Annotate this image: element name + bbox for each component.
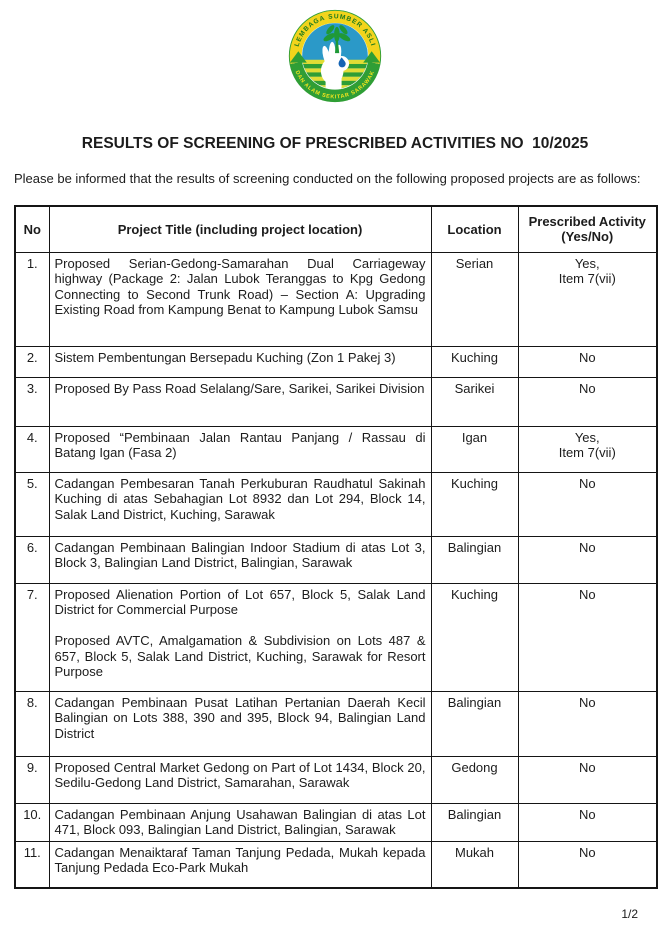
- results-table: [14, 205, 658, 889]
- row-number-cell: 6.: [15, 536, 49, 583]
- table-row: [15, 252, 657, 346]
- prescribed-activity-cell: No: [518, 583, 657, 691]
- project-title-cell: Cadangan Menaiktaraf Taman Tanjung Pedada, Mukah kepada Tanjung Pedada Eco-Park Mukah: [49, 841, 431, 888]
- location-cell: Balingian: [431, 536, 518, 583]
- prescribed-activity-cell: No: [518, 377, 657, 426]
- prescribed-activity-cell: No: [518, 803, 657, 841]
- location-cell: Kuching: [431, 346, 518, 377]
- table-header-row: [15, 206, 657, 252]
- row-number-cell: 4.: [15, 426, 49, 472]
- prescribed-activity-cell: Yes, Item 7(vii): [518, 426, 657, 472]
- table-row: [15, 346, 657, 377]
- row-number-cell: 5.: [15, 472, 49, 536]
- table-row: [15, 691, 657, 756]
- prescribed-activity-cell: No: [518, 472, 657, 536]
- project-title-cell: Cadangan Pembinaan Balingian Indoor Stadium di atas Lot 3, Block 3, Balingian Land District, Balingian, Sarawak: [49, 536, 431, 583]
- row-number-cell: 2.: [15, 346, 49, 377]
- prescribed-activity-cell: No: [518, 346, 657, 377]
- lembaga-sumber-asli-logo-icon: [287, 9, 383, 103]
- table-row: [15, 583, 657, 691]
- location-cell: Kuching: [431, 472, 518, 536]
- col-header-prescribed-line2: (Yes/No): [561, 229, 614, 245]
- page-title: RESULTS OF SCREENING OF PRESCRIBED ACTIVITIES NO 10/2025: [81, 135, 589, 152]
- row-number-cell: 7.: [15, 583, 49, 691]
- project-title-cell: Cadangan Pembesaran Tanah Perkuburan Raudhatul Sakinah Kuching di atas Sebahagian Lot 8932 dan Lot 294, Block 14, Salak Land District, Kuching, Sarawak: [49, 472, 431, 536]
- row-number-cell: 11.: [15, 841, 49, 888]
- project-title-cell: Cadangan Pembinaan Pusat Latihan Pertanian Daerah Kecil Balingian on Lots 388, 390 and 395, Block 94, Balingian Land District: [49, 691, 431, 756]
- project-title-cell: Proposed Alienation Portion of Lot 657, Block 5, Salak Land District for Commercial Purpose Proposed AVTC, Amalgamation & Subdivision on Lots 487 & 657, Block 5, Salak Land District, Kuching, Sarawak for Resort Purpose: [49, 583, 431, 691]
- prescribed-activity-cell: No: [518, 536, 657, 583]
- project-title-cell: Proposed “Pembinaan Jalan Rantau Panjang / Rassau di Batang Igan (Fasa 2): [49, 426, 431, 472]
- location-cell: Serian: [431, 252, 518, 346]
- project-title-cell: Proposed Central Market Gedong on Part of Lot 1434, Block 20, Sedilu-Gedong Land District, Samarahan, Sarawak: [49, 756, 431, 803]
- location-cell: Balingian: [431, 691, 518, 756]
- row-number-cell: 9.: [15, 756, 49, 803]
- project-title-cell: Proposed Serian-Gedong-Samarahan Dual Carriageway highway (Package 2: Jalan Lubok Teranggas to Kpg Gedong Connecting to Second Trunk Road) – Section A: Upgrading Existing Road from Kampung Benat to Kampung Lubok Samsu: [49, 252, 431, 346]
- location-cell: Balingian: [431, 803, 518, 841]
- table-row: [15, 426, 657, 472]
- col-header-location: Location: [431, 206, 518, 252]
- col-header-no: No: [15, 206, 49, 252]
- location-cell: Igan: [431, 426, 518, 472]
- intro-paragraph: Please be informed that the results of screening conducted on the following proposed projects are as follows:: [14, 171, 641, 186]
- col-header-project-title: Project Title (including project location): [49, 206, 431, 252]
- prescribed-activity-cell: No: [518, 756, 657, 803]
- prescribed-activity-cell: No: [518, 691, 657, 756]
- prescribed-activity-cell: Yes, Item 7(vii): [518, 252, 657, 346]
- col-header-prescribed-activity: [518, 206, 657, 252]
- col-header-prescribed-line1: Prescribed Activity: [528, 213, 646, 229]
- table-row: [15, 756, 657, 803]
- project-title-cell: Sistem Pembentungan Bersepadu Kuching (Zon 1 Pakej 3): [49, 346, 431, 377]
- row-number-cell: 8.: [15, 691, 49, 756]
- prescribed-activity-cell: No: [518, 841, 657, 888]
- table-row: [15, 841, 657, 888]
- row-number-cell: 3.: [15, 377, 49, 426]
- location-cell: Kuching: [431, 583, 518, 691]
- row-number-cell: 10.: [15, 803, 49, 841]
- agency-logo: [0, 0, 670, 101]
- location-cell: Mukah: [431, 841, 518, 888]
- table-row: [15, 536, 657, 583]
- project-title-cell: Proposed By Pass Road Selalang/Sare, Sarikei, Sarikei Division: [49, 377, 431, 426]
- table-row: [15, 803, 657, 841]
- project-title-cell: Cadangan Pembinaan Anjung Usahawan Balingian di atas Lot 471, Block 093, Balingian Land District, Balingian, Sarawak: [49, 803, 431, 841]
- logo-top-text: LEMBAGA SUMBER ASLI: [293, 13, 377, 48]
- location-cell: Sarikei: [431, 377, 518, 426]
- location-cell: Gedong: [431, 756, 518, 803]
- logo-bottom-text: DAN ALAM SEKITAR SARAWAK: [293, 69, 377, 101]
- results-table-body: [15, 252, 657, 888]
- page-number: 1/2: [621, 907, 638, 921]
- row-number-cell: 1.: [15, 252, 49, 346]
- table-row: [15, 377, 657, 426]
- table-row: [15, 472, 657, 536]
